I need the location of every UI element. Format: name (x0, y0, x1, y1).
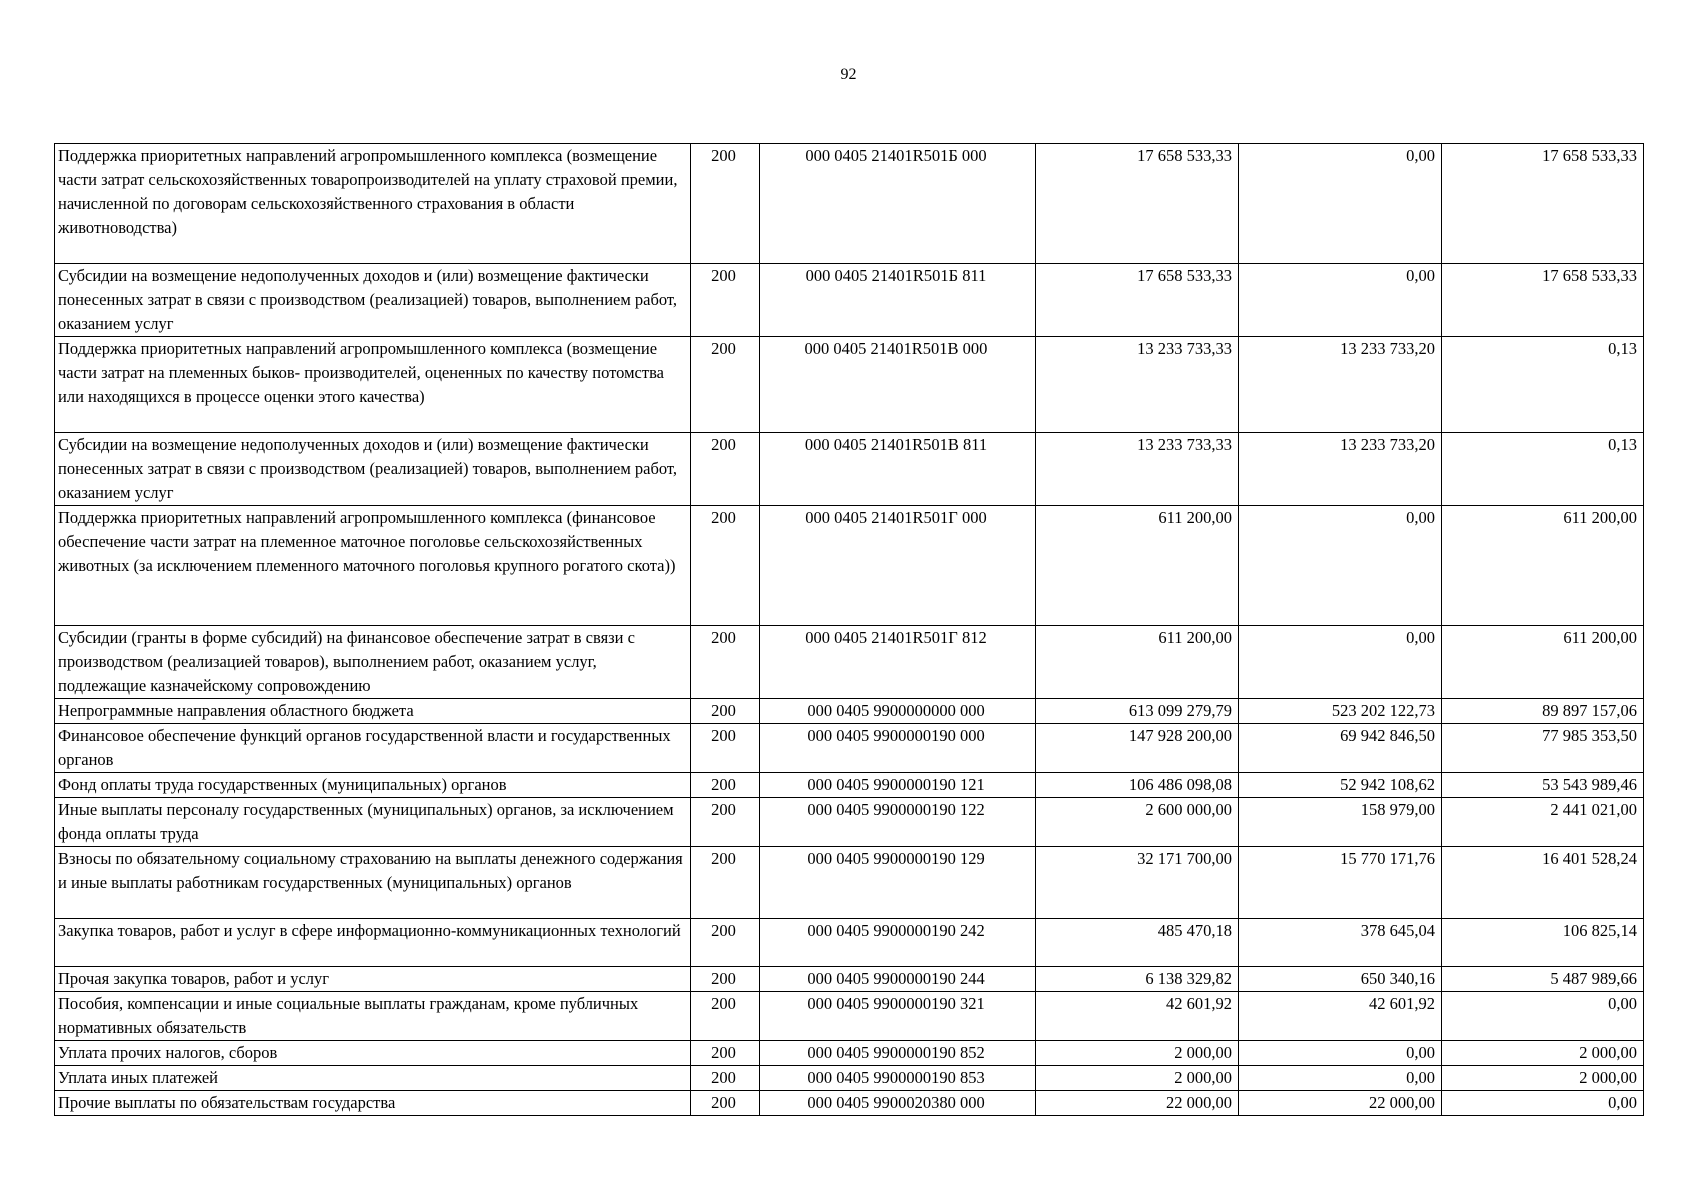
cell-name: Иные выплаты персоналу государственных (муниципальных) органов, за исключением фонда оплаты труда (55, 798, 691, 847)
cell-name: Прочие выплаты по обязательствам государства (55, 1091, 691, 1116)
cell-name: Финансовое обеспечение функций органов государственной власти и государственных органов (55, 724, 691, 773)
cell-unexecuted: 17 658 533,33 (1442, 264, 1644, 337)
cell-name: Уплата иных платежей (55, 1066, 691, 1091)
cell-unexecuted: 0,13 (1442, 433, 1644, 506)
cell-approved: 147 928 200,00 (1036, 724, 1239, 773)
cell-admin-code: 200 (691, 433, 760, 506)
cell-executed: 69 942 846,50 (1239, 724, 1442, 773)
cell-unexecuted: 0,00 (1442, 1091, 1644, 1116)
cell-executed: 13 233 733,20 (1239, 433, 1442, 506)
cell-admin-code: 200 (691, 1041, 760, 1066)
cell-executed: 0,00 (1239, 1041, 1442, 1066)
table-row (55, 506, 1644, 626)
cell-unexecuted: 0,13 (1442, 337, 1644, 433)
cell-unexecuted: 16 401 528,24 (1442, 847, 1644, 919)
cell-admin-code: 200 (691, 798, 760, 847)
cell-name: Субсидии на возмещение недополученных доходов и (или) возмещение фактически понесенных затрат в связи с производством (реализацией) товаров, выполнением работ, оказанием услуг (55, 433, 691, 506)
table-row (55, 967, 1644, 992)
cell-admin-code: 200 (691, 626, 760, 699)
cell-admin-code: 200 (691, 144, 760, 264)
cell-approved: 22 000,00 (1036, 1091, 1239, 1116)
cell-executed: 650 340,16 (1239, 967, 1442, 992)
cell-admin-code: 200 (691, 847, 760, 919)
cell-approved: 106 486 098,08 (1036, 773, 1239, 798)
cell-executed: 0,00 (1239, 506, 1442, 626)
cell-approved: 613 099 279,79 (1036, 699, 1239, 724)
cell-classification: 000 0405 9900020380 000 (760, 1091, 1036, 1116)
table-row (55, 992, 1644, 1041)
cell-classification: 000 0405 9900000190 321 (760, 992, 1036, 1041)
cell-executed: 42 601,92 (1239, 992, 1442, 1041)
table-row (55, 773, 1644, 798)
cell-approved: 32 171 700,00 (1036, 847, 1239, 919)
cell-admin-code: 200 (691, 1066, 760, 1091)
cell-approved: 13 233 733,33 (1036, 337, 1239, 433)
cell-approved: 611 200,00 (1036, 506, 1239, 626)
cell-unexecuted: 53 543 989,46 (1442, 773, 1644, 798)
cell-admin-code: 200 (691, 919, 760, 967)
table-row (55, 337, 1644, 433)
cell-classification: 000 0405 9900000190 121 (760, 773, 1036, 798)
cell-unexecuted: 2 000,00 (1442, 1066, 1644, 1091)
cell-classification: 000 0405 9900000190 242 (760, 919, 1036, 967)
cell-admin-code: 200 (691, 337, 760, 433)
cell-classification: 000 0405 9900000190 122 (760, 798, 1036, 847)
cell-admin-code: 200 (691, 264, 760, 337)
cell-admin-code: 200 (691, 699, 760, 724)
cell-classification: 000 0405 21401R501Г 000 (760, 506, 1036, 626)
cell-name: Закупка товаров, работ и услуг в сфере информационно-коммуникационных технологий (55, 919, 691, 967)
cell-classification: 000 0405 9900000190 852 (760, 1041, 1036, 1066)
cell-unexecuted: 89 897 157,06 (1442, 699, 1644, 724)
cell-name: Прочая закупка товаров, работ и услуг (55, 967, 691, 992)
table-row (55, 1066, 1644, 1091)
cell-executed: 0,00 (1239, 144, 1442, 264)
cell-executed: 15 770 171,76 (1239, 847, 1442, 919)
cell-name: Непрограммные направления областного бюджета (55, 699, 691, 724)
table-row (55, 699, 1644, 724)
cell-unexecuted: 2 000,00 (1442, 1041, 1644, 1066)
table-row (55, 626, 1644, 699)
cell-admin-code: 200 (691, 1091, 760, 1116)
cell-approved: 17 658 533,33 (1036, 144, 1239, 264)
cell-approved: 13 233 733,33 (1036, 433, 1239, 506)
cell-classification: 000 0405 21401R501Б 000 (760, 144, 1036, 264)
cell-executed: 0,00 (1239, 1066, 1442, 1091)
cell-unexecuted: 106 825,14 (1442, 919, 1644, 967)
cell-name: Субсидии (гранты в форме субсидий) на финансовое обеспечение затрат в связи с производством (реализацией товаров), выполнением работ, оказанием услуг, подлежащие казначейскому сопровождению (55, 626, 691, 699)
cell-executed: 378 645,04 (1239, 919, 1442, 967)
cell-classification: 000 0405 21401R501Б 811 (760, 264, 1036, 337)
cell-admin-code: 200 (691, 724, 760, 773)
cell-unexecuted: 2 441 021,00 (1442, 798, 1644, 847)
cell-unexecuted: 611 200,00 (1442, 506, 1644, 626)
cell-unexecuted: 611 200,00 (1442, 626, 1644, 699)
cell-classification: 000 0405 9900000000 000 (760, 699, 1036, 724)
cell-approved: 42 601,92 (1036, 992, 1239, 1041)
table-row (55, 264, 1644, 337)
cell-executed: 0,00 (1239, 626, 1442, 699)
table-row (55, 919, 1644, 967)
cell-approved: 2 000,00 (1036, 1066, 1239, 1091)
cell-approved: 485 470,18 (1036, 919, 1239, 967)
cell-executed: 523 202 122,73 (1239, 699, 1442, 724)
cell-admin-code: 200 (691, 506, 760, 626)
cell-unexecuted: 5 487 989,66 (1442, 967, 1644, 992)
cell-approved: 2 600 000,00 (1036, 798, 1239, 847)
cell-executed: 0,00 (1239, 264, 1442, 337)
cell-classification: 000 0405 21401R501Г 812 (760, 626, 1036, 699)
cell-name: Фонд оплаты труда государственных (муниципальных) органов (55, 773, 691, 798)
cell-approved: 6 138 329,82 (1036, 967, 1239, 992)
table-row (55, 433, 1644, 506)
cell-name: Поддержка приоритетных направлений агропромышленного комплекса (возмещение части затрат сельскохозяйственных товаропроизводителей на уплату страховой премии, начисленной по договорам сельскохозяйственного страхования в области животноводства) (55, 144, 691, 264)
table-row (55, 798, 1644, 847)
cell-name: Взносы по обязательному социальному страхованию на выплаты денежного содержания и иные выплаты работникам государственных (муниципальных) органов (55, 847, 691, 919)
cell-unexecuted: 0,00 (1442, 992, 1644, 1041)
cell-name: Поддержка приоритетных направлений агропромышленного комплекса (возмещение части затрат на племенных быков- производителей, оцененных по качеству потомства или находящихся в процессе оценки этого качества) (55, 337, 691, 433)
cell-classification: 000 0405 9900000190 244 (760, 967, 1036, 992)
cell-name: Субсидии на возмещение недополученных доходов и (или) возмещение фактически понесенных затрат в связи с производством (реализацией) товаров, выполнением работ, оказанием услуг (55, 264, 691, 337)
table-row (55, 1041, 1644, 1066)
table-row (55, 724, 1644, 773)
cell-executed: 158 979,00 (1239, 798, 1442, 847)
cell-admin-code: 200 (691, 773, 760, 798)
cell-admin-code: 200 (691, 992, 760, 1041)
cell-name: Пособия, компенсации и иные социальные выплаты гражданам, кроме публичных нормативных обязательств (55, 992, 691, 1041)
cell-approved: 2 000,00 (1036, 1041, 1239, 1066)
cell-name: Уплата прочих налогов, сборов (55, 1041, 691, 1066)
cell-unexecuted: 17 658 533,33 (1442, 144, 1644, 264)
cell-approved: 611 200,00 (1036, 626, 1239, 699)
cell-admin-code: 200 (691, 967, 760, 992)
cell-name: Поддержка приоритетных направлений агропромышленного комплекса (финансовое обеспечение части затрат на племенное маточное поголовье сельскохозяйственных животных (за исключением племенного маточного поголовья крупного рогатого скота)) (55, 506, 691, 626)
cell-classification: 000 0405 9900000190 853 (760, 1066, 1036, 1091)
page-number: 92 (840, 66, 857, 83)
cell-classification: 000 0405 21401R501В 000 (760, 337, 1036, 433)
cell-classification: 000 0405 9900000190 129 (760, 847, 1036, 919)
cell-executed: 52 942 108,62 (1239, 773, 1442, 798)
cell-unexecuted: 77 985 353,50 (1442, 724, 1644, 773)
table-row (55, 1091, 1644, 1116)
cell-executed: 22 000,00 (1239, 1091, 1442, 1116)
budget-table (54, 143, 1644, 1116)
cell-classification: 000 0405 21401R501В 811 (760, 433, 1036, 506)
table-body (55, 144, 1644, 1116)
table-row (55, 144, 1644, 264)
table-row (55, 847, 1644, 919)
cell-classification: 000 0405 9900000190 000 (760, 724, 1036, 773)
cell-executed: 13 233 733,20 (1239, 337, 1442, 433)
cell-approved: 17 658 533,33 (1036, 264, 1239, 337)
